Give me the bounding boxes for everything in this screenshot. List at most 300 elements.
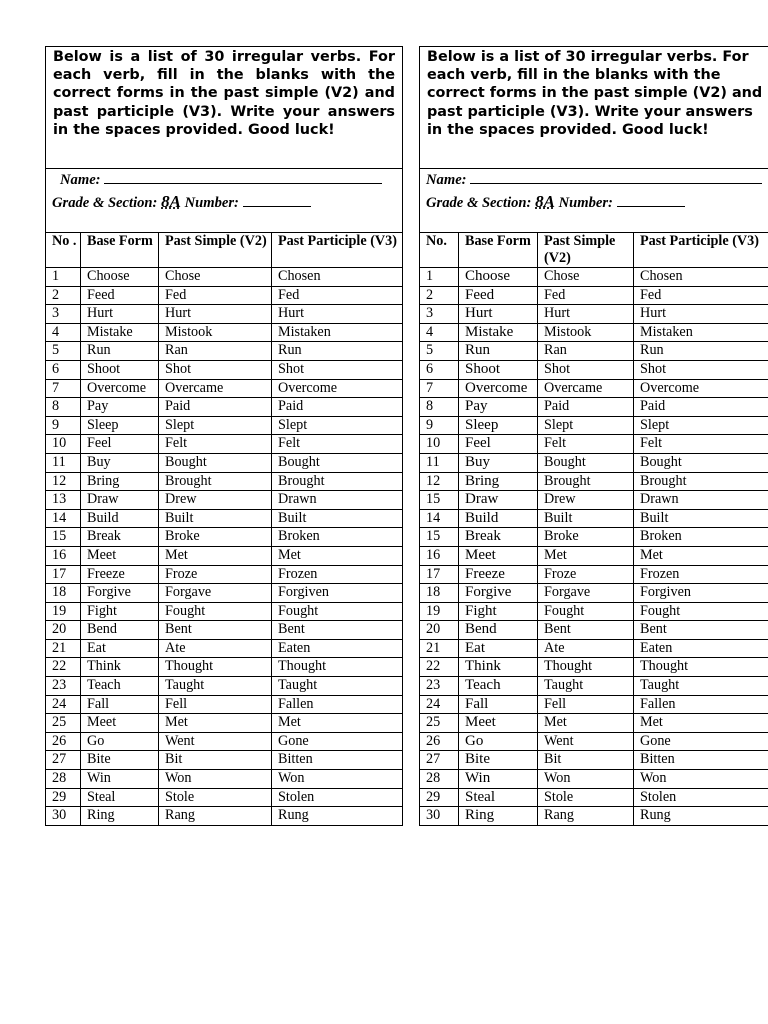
- table-row: [46, 584, 403, 603]
- cell-past-participle: Stolen: [272, 788, 403, 807]
- cell-past-simple: Drew: [538, 491, 634, 510]
- cell-past-participle: Run: [272, 342, 403, 361]
- cell-past-simple: Won: [159, 770, 272, 789]
- cell-number: 8: [46, 398, 81, 417]
- cell-past-simple: Thought: [538, 658, 634, 677]
- cell-past-simple: Slept: [538, 416, 634, 435]
- table-row: [420, 677, 768, 696]
- cell-past-simple: Hurt: [538, 305, 634, 324]
- cell-past-participle: Mistaken: [634, 323, 768, 342]
- table-header-row: [46, 233, 403, 268]
- cell-base-form: Bite: [459, 751, 538, 770]
- cell-number: 24: [46, 695, 81, 714]
- name-label: Name:: [426, 172, 467, 188]
- cell-base-form: Meet: [459, 546, 538, 565]
- grade-value: 8A: [535, 192, 555, 211]
- cell-number: 20: [420, 621, 459, 640]
- table-row: [46, 472, 403, 491]
- cell-base-form: Eat: [81, 639, 159, 658]
- cell-past-participle: Forgiven: [272, 584, 403, 603]
- cell-past-simple: Won: [538, 770, 634, 789]
- table-row: [46, 788, 403, 807]
- cell-past-participle: Drawn: [272, 491, 403, 510]
- grade-line: [426, 191, 768, 214]
- cell-number: 5: [46, 342, 81, 361]
- table-row: [46, 323, 403, 342]
- cell-base-form: Run: [459, 342, 538, 361]
- table-row: [420, 714, 768, 733]
- table-row: [46, 342, 403, 361]
- cell-past-simple: Bought: [159, 453, 272, 472]
- instructions-text: Below is a list of 30 irregular verbs. For each verb, fill in the blanks with the correct forms in the past simple (V2) and past participle (V3). Write your answers in the spaces provided. Good luck!: [419, 46, 768, 168]
- cell-base-form: Choose: [81, 268, 159, 287]
- table-row: [420, 807, 768, 826]
- table-row: [420, 472, 768, 491]
- cell-base-form: Bend: [459, 621, 538, 640]
- cell-number: 5: [420, 342, 459, 361]
- cell-past-participle: Mistaken: [272, 323, 403, 342]
- cell-past-simple: Shot: [538, 360, 634, 379]
- table-row: [420, 453, 768, 472]
- cell-past-simple: Ran: [538, 342, 634, 361]
- table-row: [420, 286, 768, 305]
- cell-number: 25: [46, 714, 81, 733]
- cell-number: 3: [46, 305, 81, 324]
- table-header-row: [420, 233, 768, 268]
- cell-past-participle: Taught: [634, 677, 768, 696]
- cell-base-form: Ring: [459, 807, 538, 826]
- cell-number: 11: [420, 453, 459, 472]
- table-row: [46, 453, 403, 472]
- cell-past-simple: Fought: [538, 602, 634, 621]
- cell-past-participle: Gone: [634, 732, 768, 751]
- cell-number: 15: [46, 528, 81, 547]
- cell-number: 14: [420, 509, 459, 528]
- cell-past-participle: Brought: [634, 472, 768, 491]
- table-body: [420, 268, 768, 826]
- cell-base-form: Pay: [81, 398, 159, 417]
- grade-value: 8A: [161, 192, 181, 211]
- cell-base-form: Sleep: [459, 416, 538, 435]
- cell-base-form: Break: [81, 528, 159, 547]
- cell-number: 1: [46, 268, 81, 287]
- cell-past-simple: Hurt: [159, 305, 272, 324]
- cell-past-participle: Fallen: [634, 695, 768, 714]
- cell-past-simple: Bent: [159, 621, 272, 640]
- cell-number: 2: [420, 286, 459, 305]
- cell-past-simple: Bit: [159, 751, 272, 770]
- cell-past-simple: Shot: [159, 360, 272, 379]
- table-row: [420, 546, 768, 565]
- cell-past-participle: Brought: [272, 472, 403, 491]
- number-blank[interactable]: [243, 205, 311, 207]
- cell-base-form: Forgive: [81, 584, 159, 603]
- header-v2: Past Simple (V2): [159, 233, 272, 268]
- cell-number: 30: [420, 807, 459, 826]
- table-row: [46, 360, 403, 379]
- cell-number: 18: [420, 584, 459, 603]
- table-row: [420, 584, 768, 603]
- cell-past-simple: Met: [159, 714, 272, 733]
- cell-base-form: Bend: [81, 621, 159, 640]
- cell-past-participle: Paid: [272, 398, 403, 417]
- cell-number: 19: [46, 602, 81, 621]
- cell-number: 4: [420, 323, 459, 342]
- table-row: [420, 416, 768, 435]
- cell-number: 25: [420, 714, 459, 733]
- table-row: [420, 379, 768, 398]
- cell-number: 13: [46, 491, 81, 510]
- cell-base-form: Overcome: [459, 379, 538, 398]
- cell-number: 28: [46, 770, 81, 789]
- table-row: [46, 695, 403, 714]
- cell-past-participle: Rung: [634, 807, 768, 826]
- cell-past-simple: Mistook: [159, 323, 272, 342]
- cell-number: 14: [46, 509, 81, 528]
- header-v2: Past Simple (V2): [538, 233, 634, 268]
- cell-base-form: Think: [459, 658, 538, 677]
- cell-past-simple: Ran: [159, 342, 272, 361]
- cell-base-form: Steal: [459, 788, 538, 807]
- cell-base-form: Pay: [459, 398, 538, 417]
- cell-past-simple: Fed: [538, 286, 634, 305]
- cell-base-form: Bring: [459, 472, 538, 491]
- worksheet-left: [45, 46, 403, 826]
- cell-past-participle: Forgiven: [634, 584, 768, 603]
- header-base: Base Form: [459, 233, 538, 268]
- number-blank[interactable]: [617, 205, 685, 207]
- cell-past-participle: Broken: [634, 528, 768, 547]
- cell-past-participle: Bought: [272, 453, 403, 472]
- table-row: [46, 268, 403, 287]
- cell-number: 9: [420, 416, 459, 435]
- cell-base-form: Go: [81, 732, 159, 751]
- grade-label: Grade & Section:: [426, 195, 532, 211]
- student-info: [419, 168, 768, 232]
- cell-past-simple: Overcame: [538, 379, 634, 398]
- cell-base-form: Build: [81, 509, 159, 528]
- cell-past-participle: Felt: [272, 435, 403, 454]
- cell-past-participle: Chosen: [634, 268, 768, 287]
- table-row: [46, 602, 403, 621]
- table-row: [420, 491, 768, 510]
- cell-base-form: Feed: [459, 286, 538, 305]
- cell-past-simple: Bent: [538, 621, 634, 640]
- header-no: No .: [46, 233, 81, 268]
- cell-base-form: Overcome: [81, 379, 159, 398]
- cell-past-participle: Taught: [272, 677, 403, 696]
- table-row: [46, 305, 403, 324]
- cell-number: 18: [46, 584, 81, 603]
- cell-base-form: Buy: [81, 453, 159, 472]
- cell-number: 30: [46, 807, 81, 826]
- table-row: [420, 565, 768, 584]
- cell-number: 2: [46, 286, 81, 305]
- table-row: [420, 695, 768, 714]
- cell-past-simple: Met: [538, 714, 634, 733]
- cell-past-participle: Won: [634, 770, 768, 789]
- table-row: [420, 323, 768, 342]
- cell-past-participle: Won: [272, 770, 403, 789]
- table-row: [420, 268, 768, 287]
- table-row: [46, 770, 403, 789]
- table-row: [46, 491, 403, 510]
- cell-past-participle: Bought: [634, 453, 768, 472]
- cell-past-participle: Stolen: [634, 788, 768, 807]
- cell-base-form: Steal: [81, 788, 159, 807]
- cell-past-participle: Thought: [272, 658, 403, 677]
- cell-past-participle: Chosen: [272, 268, 403, 287]
- header-no: No.: [420, 233, 459, 268]
- cell-past-participle: Fought: [634, 602, 768, 621]
- table-row: [420, 528, 768, 547]
- worksheet-right: [419, 46, 768, 826]
- cell-number: 26: [420, 732, 459, 751]
- cell-past-simple: Stole: [159, 788, 272, 807]
- cell-number: 28: [420, 770, 459, 789]
- header-v3: Past Participle (V3): [272, 233, 403, 268]
- cell-number: 21: [46, 639, 81, 658]
- cell-number: 12: [420, 472, 459, 491]
- table-row: [46, 528, 403, 547]
- cell-number: 10: [420, 435, 459, 454]
- cell-number: 19: [420, 602, 459, 621]
- table-row: [46, 677, 403, 696]
- cell-past-simple: Broke: [159, 528, 272, 547]
- cell-number: 6: [420, 360, 459, 379]
- name-line: [52, 170, 402, 191]
- cell-base-form: Hurt: [459, 305, 538, 324]
- table-row: [46, 509, 403, 528]
- table-row: [420, 398, 768, 417]
- cell-past-participle: Met: [272, 714, 403, 733]
- cell-past-participle: Run: [634, 342, 768, 361]
- verb-table: [45, 232, 403, 826]
- cell-base-form: Freeze: [459, 565, 538, 584]
- cell-past-participle: Rung: [272, 807, 403, 826]
- cell-number: 22: [46, 658, 81, 677]
- cell-base-form: Feed: [81, 286, 159, 305]
- cell-past-participle: Broken: [272, 528, 403, 547]
- cell-past-simple: Ate: [538, 639, 634, 658]
- cell-past-simple: Fed: [159, 286, 272, 305]
- cell-past-participle: Bent: [634, 621, 768, 640]
- table-row: [420, 732, 768, 751]
- table-row: [420, 509, 768, 528]
- student-info: [45, 168, 403, 232]
- cell-number: 24: [420, 695, 459, 714]
- table-row: [46, 416, 403, 435]
- cell-base-form: Bring: [81, 472, 159, 491]
- cell-base-form: Draw: [81, 491, 159, 510]
- cell-base-form: Fight: [459, 602, 538, 621]
- cell-base-form: Forgive: [459, 584, 538, 603]
- name-line: [426, 170, 768, 191]
- table-row: [46, 714, 403, 733]
- cell-past-participle: Shot: [634, 360, 768, 379]
- table-row: [420, 770, 768, 789]
- cell-past-simple: Fought: [159, 602, 272, 621]
- cell-past-participle: Drawn: [634, 491, 768, 510]
- cell-past-participle: Gone: [272, 732, 403, 751]
- cell-past-simple: Slept: [159, 416, 272, 435]
- cell-base-form: Draw: [459, 491, 538, 510]
- table-row: [46, 286, 403, 305]
- cell-past-simple: Brought: [538, 472, 634, 491]
- cell-past-simple: Paid: [159, 398, 272, 417]
- table-row: [46, 732, 403, 751]
- cell-past-simple: Taught: [538, 677, 634, 696]
- name-blank[interactable]: [104, 182, 382, 184]
- cell-past-simple: Felt: [159, 435, 272, 454]
- cell-base-form: Bite: [81, 751, 159, 770]
- table-row: [46, 639, 403, 658]
- cell-number: 17: [46, 565, 81, 584]
- cell-past-participle: Fed: [272, 286, 403, 305]
- cell-base-form: Fight: [81, 602, 159, 621]
- header-v3: Past Participle (V3): [634, 233, 768, 268]
- table-row: [420, 621, 768, 640]
- cell-past-participle: Eaten: [272, 639, 403, 658]
- table-body: [46, 268, 403, 826]
- cell-past-simple: Went: [538, 732, 634, 751]
- cell-past-participle: Overcome: [634, 379, 768, 398]
- cell-number: 16: [46, 546, 81, 565]
- cell-number: 20: [46, 621, 81, 640]
- cell-base-form: Buy: [459, 453, 538, 472]
- cell-past-participle: Met: [634, 714, 768, 733]
- cell-past-simple: Built: [538, 509, 634, 528]
- cell-past-simple: Mistook: [538, 323, 634, 342]
- cell-number: 4: [46, 323, 81, 342]
- cell-past-participle: Built: [272, 509, 403, 528]
- table-row: [420, 639, 768, 658]
- cell-base-form: Shoot: [459, 360, 538, 379]
- cell-number: 21: [420, 639, 459, 658]
- cell-base-form: Meet: [81, 714, 159, 733]
- cell-past-simple: Bought: [538, 453, 634, 472]
- table-row: [46, 546, 403, 565]
- cell-base-form: Fall: [459, 695, 538, 714]
- cell-number: 22: [420, 658, 459, 677]
- cell-past-participle: Fallen: [272, 695, 403, 714]
- grade-line: [52, 191, 402, 214]
- cell-past-simple: Taught: [159, 677, 272, 696]
- instructions-text: Below is a list of 30 irregular verbs. For each verb, fill in the blanks with the correct forms in the past simple (V2) and past participle (V3). Write your answers in the spaces provided. Good luck!: [45, 46, 403, 168]
- table-row: [420, 751, 768, 770]
- cell-past-participle: Slept: [272, 416, 403, 435]
- cell-past-simple: Brought: [159, 472, 272, 491]
- cell-past-simple: Bit: [538, 751, 634, 770]
- cell-number: 23: [420, 677, 459, 696]
- cell-past-participle: Frozen: [272, 565, 403, 584]
- header-base: Base Form: [81, 233, 159, 268]
- cell-base-form: Run: [81, 342, 159, 361]
- cell-number: 29: [420, 788, 459, 807]
- cell-base-form: Mistake: [81, 323, 159, 342]
- cell-past-participle: Thought: [634, 658, 768, 677]
- cell-base-form: Ring: [81, 807, 159, 826]
- cell-past-participle: Felt: [634, 435, 768, 454]
- cell-past-simple: Met: [159, 546, 272, 565]
- cell-past-participle: Bent: [272, 621, 403, 640]
- cell-past-participle: Hurt: [272, 305, 403, 324]
- table-row: [46, 621, 403, 640]
- verb-table: [419, 232, 768, 826]
- table-row: [46, 807, 403, 826]
- cell-past-simple: Rang: [538, 807, 634, 826]
- cell-base-form: Hurt: [81, 305, 159, 324]
- cell-number: 11: [46, 453, 81, 472]
- table-row: [420, 342, 768, 361]
- cell-base-form: Fall: [81, 695, 159, 714]
- cell-past-simple: Overcame: [159, 379, 272, 398]
- name-blank[interactable]: [470, 182, 762, 184]
- cell-number: 9: [46, 416, 81, 435]
- cell-base-form: Choose: [459, 268, 538, 287]
- cell-base-form: Teach: [81, 677, 159, 696]
- cell-past-simple: Fell: [159, 695, 272, 714]
- cell-past-simple: Ate: [159, 639, 272, 658]
- cell-past-participle: Bitten: [272, 751, 403, 770]
- cell-past-participle: Fed: [634, 286, 768, 305]
- cell-number: 7: [46, 379, 81, 398]
- cell-number: 29: [46, 788, 81, 807]
- cell-past-participle: Met: [272, 546, 403, 565]
- cell-past-participle: Built: [634, 509, 768, 528]
- cell-past-simple: Broke: [538, 528, 634, 547]
- cell-base-form: Go: [459, 732, 538, 751]
- name-label: Name:: [60, 172, 101, 188]
- cell-base-form: Build: [459, 509, 538, 528]
- cell-past-simple: Forgave: [538, 584, 634, 603]
- cell-base-form: Meet: [81, 546, 159, 565]
- cell-base-form: Meet: [459, 714, 538, 733]
- cell-number: 10: [46, 435, 81, 454]
- cell-past-simple: Felt: [538, 435, 634, 454]
- table-row: [420, 435, 768, 454]
- table-row: [46, 379, 403, 398]
- cell-past-simple: Paid: [538, 398, 634, 417]
- number-label: Number:: [558, 195, 613, 211]
- cell-past-simple: Went: [159, 732, 272, 751]
- cell-past-simple: Met: [538, 546, 634, 565]
- cell-base-form: Eat: [459, 639, 538, 658]
- cell-base-form: Feel: [81, 435, 159, 454]
- cell-past-participle: Frozen: [634, 565, 768, 584]
- cell-number: 15: [420, 491, 459, 510]
- table-row: [46, 565, 403, 584]
- cell-past-simple: Stole: [538, 788, 634, 807]
- cell-past-simple: Froze: [538, 565, 634, 584]
- table-row: [46, 751, 403, 770]
- cell-number: 6: [46, 360, 81, 379]
- cell-base-form: Shoot: [81, 360, 159, 379]
- cell-base-form: Break: [459, 528, 538, 547]
- cell-number: 23: [46, 677, 81, 696]
- cell-base-form: Mistake: [459, 323, 538, 342]
- cell-number: 16: [420, 546, 459, 565]
- cell-past-simple: Built: [159, 509, 272, 528]
- cell-base-form: Think: [81, 658, 159, 677]
- cell-past-participle: Hurt: [634, 305, 768, 324]
- cell-base-form: Feel: [459, 435, 538, 454]
- cell-past-simple: Drew: [159, 491, 272, 510]
- table-row: [420, 602, 768, 621]
- cell-number: 27: [420, 751, 459, 770]
- cell-past-simple: Chose: [159, 268, 272, 287]
- table-row: [420, 788, 768, 807]
